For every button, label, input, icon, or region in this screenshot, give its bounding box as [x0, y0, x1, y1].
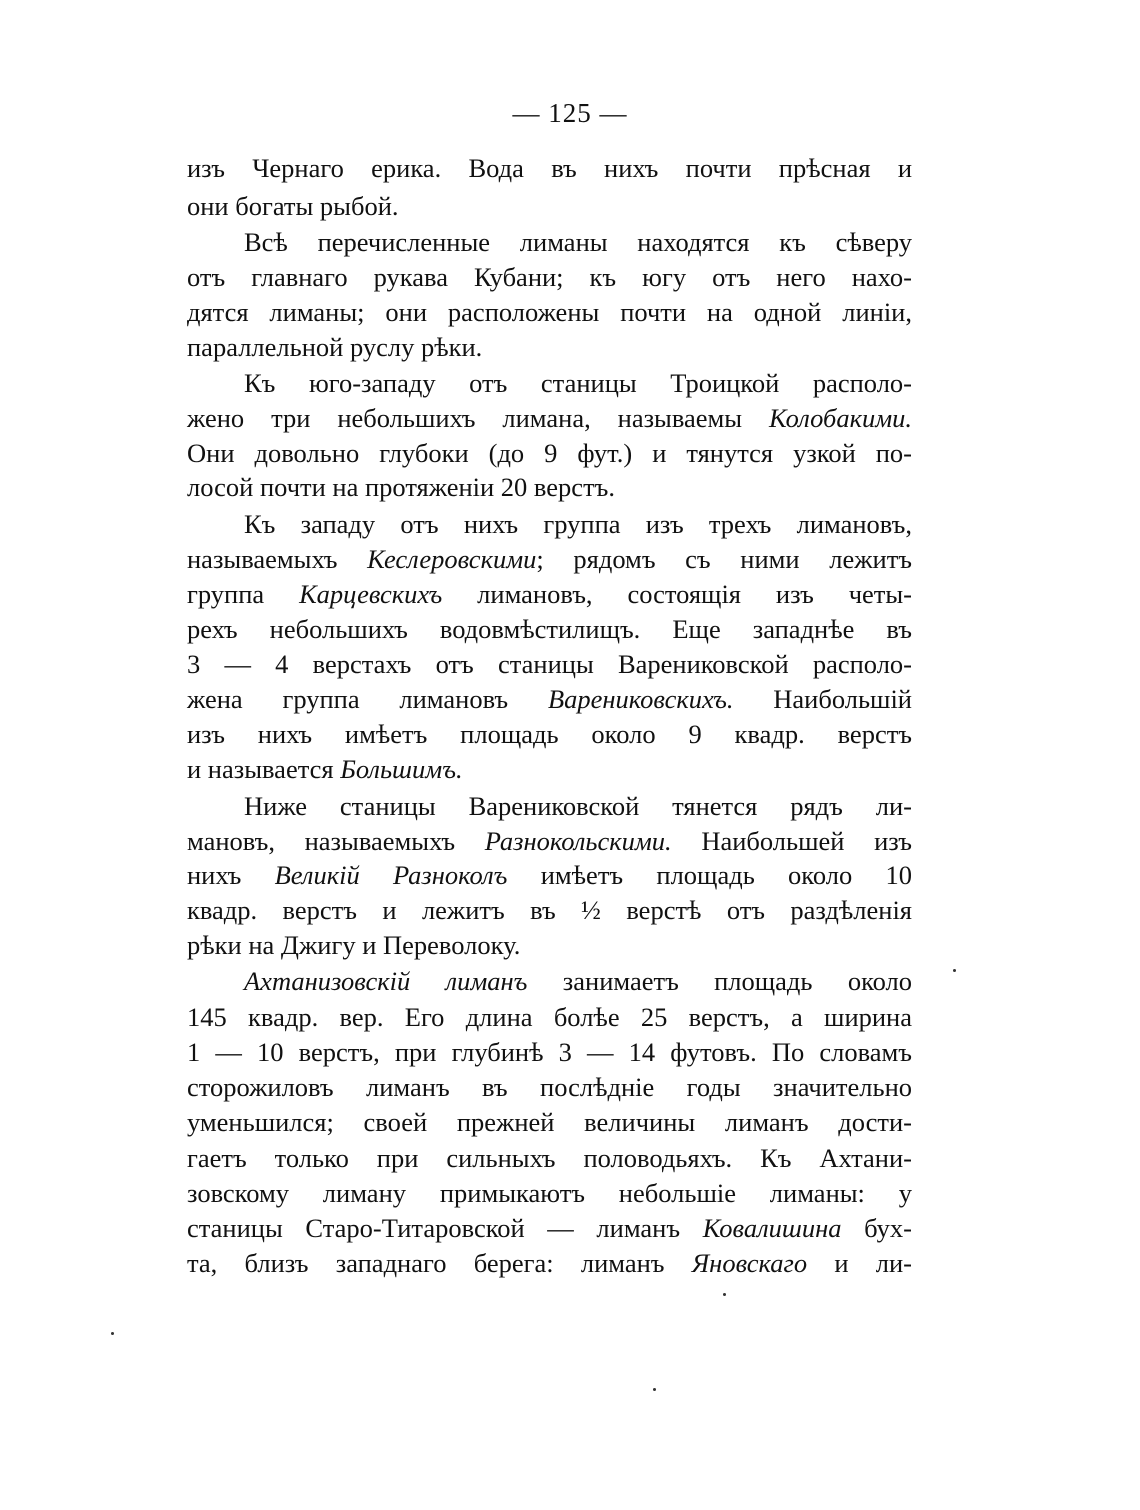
text-line [187, 1245, 912, 1281]
text-line [187, 1104, 912, 1140]
text-run: лосой почти на протяженіи 20 верстъ. [187, 472, 615, 502]
text-line [187, 469, 912, 505]
text-run: Они довольно глубоки (до 9 фут.) и тянутся узкой по- [187, 438, 912, 468]
text-run: 1 — 10 верстъ, при глубинѣ 3 — 14 футовъ. По словамъ [187, 1037, 912, 1067]
text-line [187, 611, 912, 647]
italic-term: Великій Разноколъ [274, 860, 508, 890]
text-line [187, 150, 912, 186]
text-line [187, 716, 912, 752]
text-run: рѣки на Джигу и Переволоку. [187, 930, 521, 960]
text-line [244, 224, 912, 260]
text-run: уменьшился; своей прежней величины лиманъ дости- [187, 1107, 912, 1137]
text-run: занимаетъ площадь около [527, 966, 912, 996]
text-run: рехъ небольшихъ водовмѣстилищъ. Еще западнѣе въ [187, 614, 912, 644]
text-line [187, 1069, 912, 1105]
text-line [187, 294, 912, 330]
page-number: — 125 — [512, 98, 628, 128]
text-line [187, 1210, 912, 1246]
text-line [244, 788, 912, 824]
text-run: 145 квадр. вер. Его длина болѣе 25 верстъ, а ширина [187, 1002, 912, 1032]
text-line [187, 576, 912, 612]
italic-term: Разнокольскими. [484, 826, 672, 856]
text-line [244, 963, 912, 999]
text-run: дятся лиманы; они расположены почти на одной линіи, [187, 297, 912, 327]
text-line [187, 1140, 912, 1176]
text-run: жено три небольшихъ лимана, называемы [187, 403, 770, 433]
italic-term: Варениковскихъ. [547, 684, 734, 714]
italic-term: Ахтанизовскій лиманъ [244, 966, 528, 996]
text-line [244, 506, 912, 542]
text-line [187, 1034, 912, 1070]
text-line [187, 892, 912, 928]
text-run: Всѣ перечисленные лиманы находятся къ сѣверу [244, 227, 912, 257]
print-speck [723, 1293, 726, 1296]
text-run: отъ главнаго рукава Кубани; къ югу отъ него нахо- [187, 262, 912, 292]
text-line [187, 646, 912, 682]
text-run: они богаты рыбой. [187, 191, 399, 221]
text-run: Ниже станицы Варениковской тянется рядъ ли- [244, 791, 912, 821]
text-run: квадр. верстъ и лежитъ въ ½ верстѣ отъ раздѣленія [187, 895, 912, 925]
text-line [187, 927, 912, 963]
print-speck [653, 1388, 656, 1391]
text-line [187, 681, 912, 717]
text-run: та, близъ западнаго берега: лиманъ [187, 1248, 692, 1278]
text-line [187, 435, 912, 471]
text-line [187, 751, 912, 787]
text-run: изъ Чернаго ерика. Вода въ нихъ почти прѣсная и [187, 153, 912, 183]
text-run: и называется [187, 754, 341, 784]
text-line [187, 823, 912, 859]
text-line [187, 541, 912, 577]
text-line [187, 1175, 912, 1211]
text-line [187, 259, 912, 295]
text-run: гаетъ только при сильныхъ половодьяхъ. Къ Ахтани- [187, 1143, 912, 1173]
text-line [187, 188, 912, 224]
text-run: Наибольшій [733, 684, 912, 714]
text-run: 3 — 4 верстахъ отъ станицы Варениковской располо- [187, 649, 912, 679]
italic-term: Ковалишина [702, 1213, 842, 1243]
text-run: Къ юго-западу отъ станицы Троицкой располо- [244, 368, 912, 398]
print-speck [111, 1332, 114, 1335]
print-speck [953, 969, 956, 972]
text-run: параллельной руслу рѣки. [187, 332, 483, 362]
italic-term: Карцевскихъ [299, 579, 443, 609]
text-run: изъ нихъ имѣетъ площадь около 9 квадр. верстъ [187, 719, 912, 749]
text-run: Наибольшей изъ [671, 826, 912, 856]
text-run: зовскому лиману примыкаютъ небольшіе лиманы: у [187, 1178, 912, 1208]
text-run: и ли- [807, 1248, 912, 1278]
text-run: лимановъ, состоящія изъ четы- [442, 579, 913, 609]
text-line [187, 329, 912, 365]
text-run: жена группа лимановъ [187, 684, 548, 714]
text-line [187, 400, 912, 436]
italic-term: Большимъ. [340, 754, 463, 784]
italic-term: Кеслеровскими [367, 544, 537, 574]
text-run: Къ западу отъ нихъ группа изъ трехъ лимановъ, [244, 509, 912, 539]
text-line [187, 857, 912, 893]
text-run: имѣетъ площадь около 10 [507, 860, 912, 890]
text-run: ; рядомъ съ ними лежитъ [536, 544, 912, 574]
text-run: группа [187, 579, 300, 609]
text-run: мановъ, называемыхъ [187, 826, 485, 856]
text-run: станицы Старо-Титаровской — лиманъ [187, 1213, 703, 1243]
text-line [187, 999, 912, 1035]
text-run: сторожиловъ лиманъ въ послѣдніе годы значительно [187, 1072, 912, 1102]
italic-term: Яновскаго [691, 1248, 808, 1278]
text-run: нихъ [187, 860, 275, 890]
italic-term: Колобакими. [769, 403, 912, 433]
text-run: бух- [841, 1213, 912, 1243]
text-run: называемыхъ [187, 544, 368, 574]
text-line [244, 365, 912, 401]
